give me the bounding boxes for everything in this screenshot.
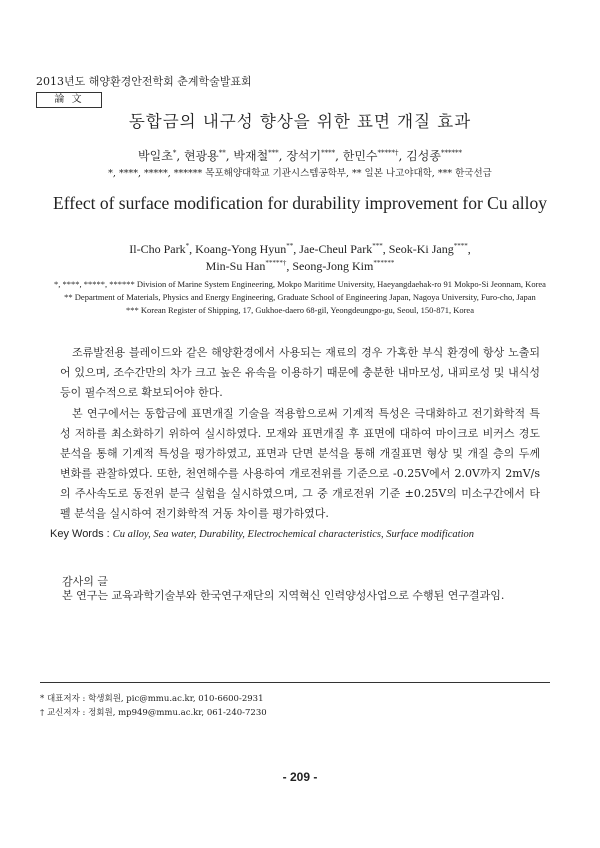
conference-name: 2013년도 해양환경안전학회 춘계학술발표회: [36, 75, 252, 88]
footnote-divider: [40, 682, 550, 683]
affiliation-english: ** Department of Materials, Physics and Energy Engineering, Graduate School of Engineering Japan, Nagoya University, Furo-cho, Japan: [64, 292, 536, 302]
authors-english-line-2: Min-Su Han*****†, Seong-Jong Kim******: [205, 259, 395, 273]
title-english: Effect of surface modification for durability improvement for Cu alloy: [53, 193, 547, 213]
author-mark: ******: [373, 259, 395, 267]
keywords-label: Key Words :: [50, 528, 110, 540]
author-mark: **: [218, 149, 226, 157]
author-name: Koang-Yong Hyun: [195, 242, 287, 256]
authors-english-line-1: Il-Cho Park*, Koang-Yong Hyun**, Jae-Cheul Park***, Seok-Ki Jang****,: [129, 242, 471, 256]
abstract-paragraph: 본 연구에서는 동합금에 표면개질 기술을 적용함으로써 기계적 특성은 극대화하고 전기화학적 특성 저하를 최소화하기 위하여 실시하였다. 모재와 표면개질 후 표면에 대하여 마이크로 비커스 경도 분석을 통해 기계적 특성을 평가하였고, 표면과 단면 분석을 통해 개질표면 형상 및 개질 층의 두께 변화를 관찰하였다. 또한, 천연해수를 사용하여 개로전위를 기준으로 -0.25V에서 2.0V까지 2mV/s의 주사속도로 동전위 분극 실험을 실시하였으며, 그 중 개로전위 기준 ±0.25V의 미소구간에서 타펠 분석을 실시하여 전기화학적 거동 차이를 평가하였다.: [60, 407, 540, 520]
title-korean: 동합금의 내구성 향상을 위한 표면 개질 효과: [128, 112, 472, 131]
author-mark: ****: [321, 149, 336, 157]
author-mark: *: [172, 149, 177, 157]
footnote-corresponding-author: † 교신저자 : 정회원, mp949@mmu.ac.kr, 061-240-7230: [40, 708, 267, 718]
author-mark: ***: [268, 149, 279, 157]
author-mark: *****†: [265, 259, 287, 267]
author-name: 현광용: [183, 149, 219, 163]
authors-korean: 박일초*, 현광용**, 박재철***, 장석기****, 한민수*****†, 김성종******: [138, 149, 462, 163]
author-mark: ***: [372, 242, 383, 250]
acknowledgement-text: 본 연구는 교육과학기술부와 한국연구재단의 지역혁신 인력양성사업으로 수행된 연구결과임.: [62, 589, 505, 602]
acknowledgement-heading: 감사의 글: [62, 575, 109, 588]
author-mark: *****†: [377, 149, 399, 157]
author-name: Il-Cho Park: [129, 242, 186, 256]
keywords-list: Cu alloy, Sea water, Durability, Electrochemical characteristics, Surface modification: [112, 529, 475, 540]
affiliation-english: *** Korean Register of Shipping, 17, Gukhoe-daero 68-gil, Yeongdeungpo-gu, Seoul, 150-871, Korea: [126, 305, 474, 315]
author-mark: **: [286, 242, 294, 250]
affiliation-korean: *, ****, *****, ****** 목포해양대학교 기관시스템공학부, ** 일본 나고야대학, *** 한국선급: [108, 168, 492, 179]
author-name: 한민수: [342, 149, 378, 163]
author-mark: *: [185, 242, 190, 250]
abstract-paragraph: 조류발전용 블레이드와 같은 해양환경에서 사용되는 재료의 경우 가혹한 부식 환경에 항상 노출되어 있으며, 조수간만의 차가 크고 높은 유속을 이용하기 때문에 충분한 내마모성, 내피로성 및 내식성 등이 필수적으로 확보되어야 한다.: [60, 346, 540, 399]
author-name: Seong-Jong Kim: [292, 259, 374, 273]
keywords: [50, 528, 474, 540]
author-name: Seok-Ki Jang: [388, 242, 454, 256]
author-name: Jae-Cheul Park: [299, 242, 373, 256]
author-name: 박일초: [138, 149, 173, 163]
affiliation-english: *, ****, *****, ****** Division of Marine System Engineering, Mokpo Maritime University, Haeyangdaehak-ro 91 Mokpo-Si Jeonnam, Korea: [54, 279, 546, 289]
article-type-tag: 論 文: [36, 92, 102, 108]
author-name: 장석기: [286, 149, 322, 163]
author-mark: ****: [453, 242, 468, 250]
footnote-first-author: * 대표저자 : 학생회원, pic@mmu.ac.kr, 010-6600-2931: [40, 694, 264, 704]
page-number: - 209 -: [282, 770, 318, 784]
author-mark: ******: [440, 149, 462, 157]
author-name: 박재철: [233, 149, 269, 163]
author-name: Min-Su Han: [205, 259, 266, 273]
author-name: 김성종: [406, 149, 441, 163]
